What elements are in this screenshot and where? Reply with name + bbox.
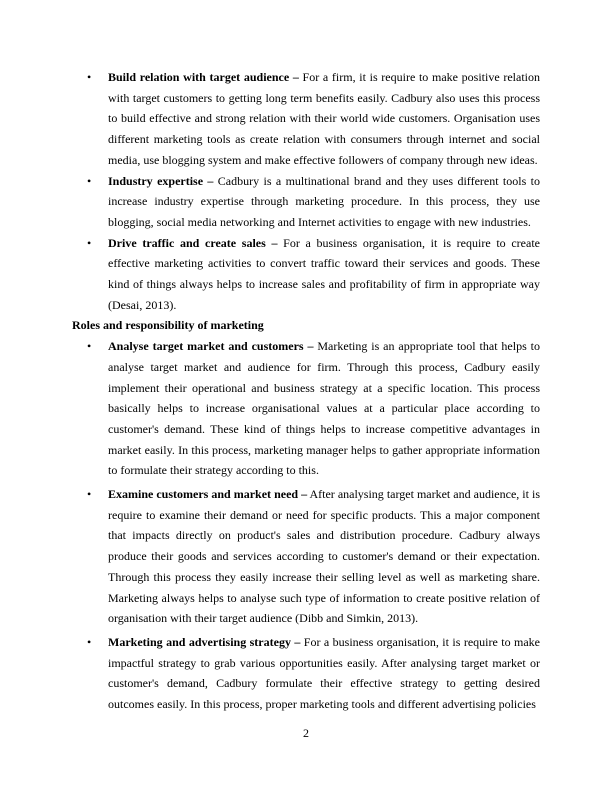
list-item-text: Cadbury is a multinational brand and they uses different tools to increase industry expertise through marketing procedure. In this process, they use blogging, social media networking and Internet activities to engage with new industries. [108,173,540,229]
list-item-text: Marketing is an appropriate tool that helps to analyse target market and audience for firm. Through this process, Cadbury easily implement their operational and business strategy at a specific location. This process basically helps to increase organisational values at a particular place according to customer's demand. These kind of things helps to increase competitive advantages in market easily. In this process, marketing manager helps to gather appropriate information to formulate their strategy according to this. [108,339,540,478]
list-item [72,67,540,171]
list-item-title: Examine customers and market need – [108,487,308,502]
list-item [72,336,540,481]
list-item-text: For a firm, it is require to make positive relation with target customers to getting long term benefits easily. Cadbury also uses this process to build effective and strong relation with their world wide customers. Organisation uses different marketing tools as create relation with consumers through internet and social media, use blogging system and make effective followers of company through new ideas. [108,70,540,167]
page-content [72,67,540,715]
bullet-marker: • [87,70,92,84]
list-item-title: Build relation with target audience – [108,70,299,84]
list-item [72,171,540,233]
list-item-text: For a business organisation, it is require to create effective marketing activities to convert traffic toward their services and goods. These kind of things always helps to increase sales and profitability of firm in appropriate way (Desai, 2013). [108,235,540,312]
list-item-title: Marketing and advertising strategy – [108,634,301,649]
list-item [72,484,540,629]
list-item-title: Drive traffic and create sales – [108,235,278,250]
bullet-marker: • [87,634,92,649]
marketing-benefits-list [72,67,540,315]
list-item-title: Analyse target market and customers – [108,339,314,354]
list-item-title: Industry expertise – [108,173,214,188]
list-item [72,632,540,715]
list-item-text: For a business organisation, it is require to make impactful strategy to grab various opportunities easily. After analysing target market or customer's demand, Cadbury formulate their effective strategy to getting desired outcomes easily. In this process, proper marketing tools and different advertising policies [108,634,540,712]
list-item [72,233,540,316]
bullet-marker: • [87,339,92,354]
page-number: 2 [303,726,309,740]
section-heading: Roles and responsibility of marketing [72,318,264,333]
bullet-marker: • [87,487,92,502]
bullet-marker: • [87,173,92,188]
bullet-marker: • [87,235,92,250]
list-item-text: After analysing target market and audience, it is require to examine their demand or need for specific products. This a major component that impacts directly on product's sales and distribution procedure. Cadbury always produce their goods and services according to customer's demand or their expectation. Through this process they easily increase their selling level as well as marketing share. Marketing always helps to analyse such type of information to create positive relation of organisation with their target audience (Dibb and Simkin, 2013). [108,487,541,626]
marketing-roles-list [72,336,540,715]
